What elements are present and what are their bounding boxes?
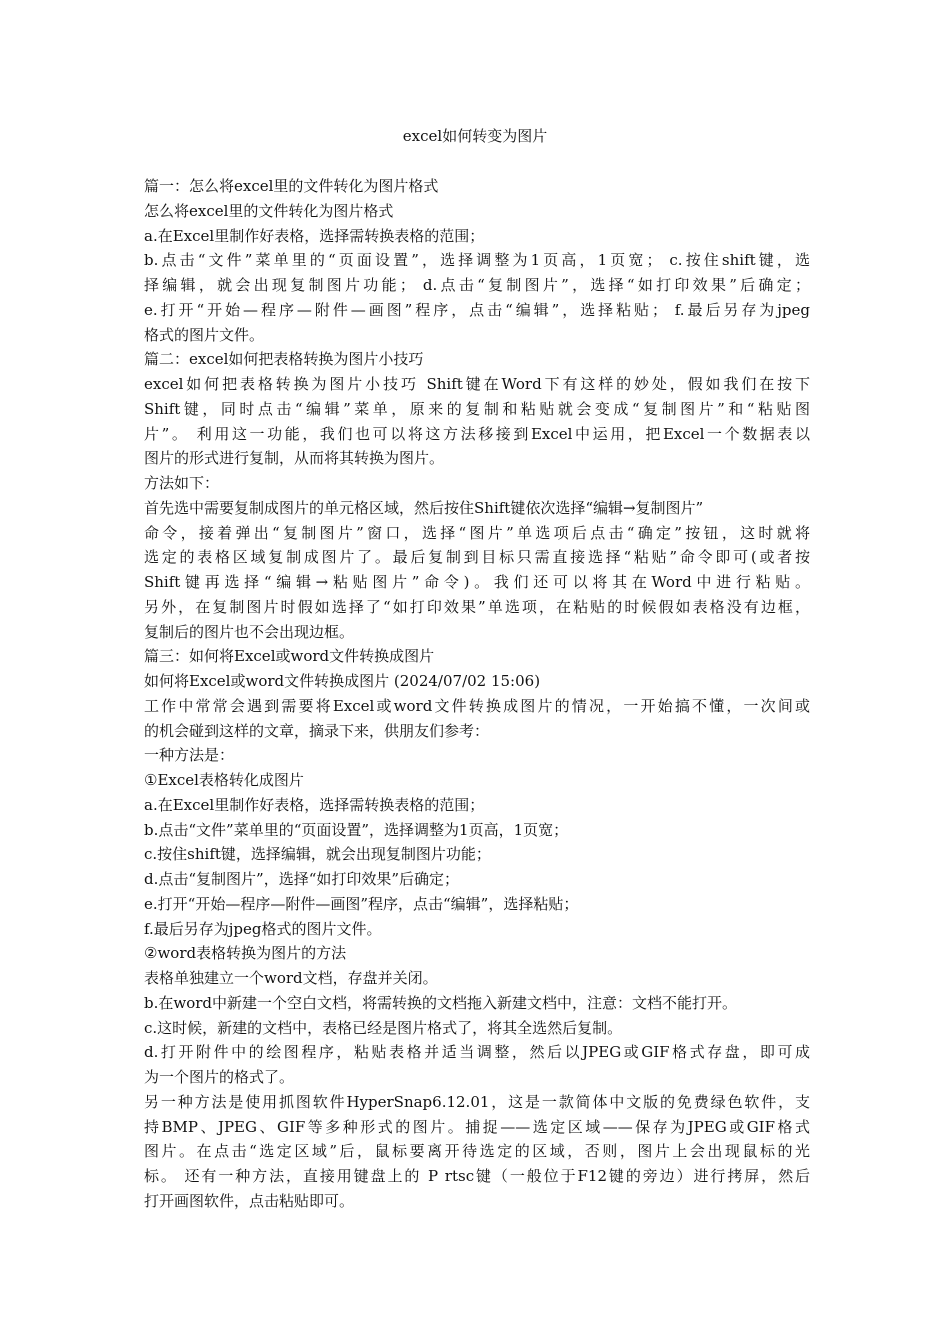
text-line: 表格单独建立一个word文档，存盘并关闭。 (144, 969, 438, 987)
document-body (144, 174, 816, 1214)
text-line: ①Excel表格转化成图片 (144, 771, 304, 789)
text-line: 另一种方法是使用抓图软件HyperSnap6.12.01，这是一款简体中文版的免费绿色软件，支 (144, 1092, 810, 1111)
text-line: f.最后另存为jpeg格式的图片文件。 (144, 919, 382, 938)
text-line: excel如何把表格转换为图片小技巧 Shift键在Word下有这样的妙处，假如我们在按下 (144, 375, 810, 393)
text-line: c.按住shift键，选择编辑，就会出现复制图片功能； (144, 845, 491, 864)
text-line: 篇三：如何将Excel或word文件转换成图片 (144, 647, 435, 666)
text-line: Shift键，同时点击“编辑”菜单，原来的复制和粘贴就会变成“复制图片”和“粘贴图 (144, 399, 810, 418)
document-title: excel如何转变为图片 (402, 127, 548, 145)
text-line: c.这时候，新建的文档中，表格已经是图片格式了，将其全选然后复制。 (144, 1018, 623, 1037)
text-line: 方法如下： (144, 474, 220, 492)
text-line: 格式的图片文件。 (144, 325, 265, 344)
text-line: 标。 还有一种方法，直接用键盘上的 P rtsc键（一般位于F12键的旁边）进行拷屏，然后 (144, 1167, 810, 1185)
text-line: Shift键再选择“编辑→粘贴图片”命令)。我们还可以将其在Word中进行粘贴。 (144, 573, 810, 591)
text-line: a.在Excel里制作好表格，选择需转换表格的范围； (144, 795, 485, 814)
text-line: a.在Excel里制作好表格，选择需转换表格的范围； (144, 226, 485, 245)
text-line: 首先选中需要复制成图片的单元格区域，然后按住Shift键依次选择“编辑→复制图片” (144, 498, 704, 517)
text-line: 打开画图软件，点击粘贴即可。 (144, 1191, 355, 1210)
text-line: d.打开附件中的绘图程序，粘贴表格并适当调整，然后以JPEG或GIF格式存盘，即可成 (144, 1043, 810, 1062)
text-line: 为一个图片的格式了。 (144, 1068, 295, 1086)
text-line: 选定的表格区域复制成图片了。最后复制到目标只需直接选择“粘贴”命令即可(或者按 (144, 548, 810, 567)
text-line: ②word表格转换为图片的方法 (144, 944, 347, 963)
text-line: 一种方法是： (144, 746, 235, 765)
text-line: b.在word中新建一个空白文档，将需转换的文档拖入新建文档中，注意：文档不能打开。 (144, 993, 738, 1012)
text-line: 如何将Excel或word文件转换成图片 (2024/07/02 15:06) (144, 672, 541, 690)
text-line: 怎么将excel里的文件转化为图片格式 (144, 201, 394, 220)
text-line: 图片的形式进行复制，从而将其转换为图片。 (144, 449, 445, 468)
text-line: 片”。 利用这一功能，我们也可以将这方法移接到Excel中运用，把Excel一个数据表以 (144, 424, 810, 443)
text-line: 复制后的图片也不会出现边框。 (144, 622, 355, 641)
text-line: e.打开“开始—程序—附件—画图”程序，点击“编辑”，选择粘贴； (144, 894, 579, 913)
text-line: 图片。在点击“选定区域”后，鼠标要离开待选定的区域，否则，图片上会出现鼠标的光 (144, 1142, 810, 1161)
text-line: 的机会碰到这样的文章，摘录下来，供朋友们参考： (144, 721, 490, 740)
text-line: 篇二：excel如何把表格转换为图片小技巧 (144, 350, 424, 369)
text-line: 篇一：怎么将excel里的文件转化为图片格式 (144, 177, 439, 195)
text-line: b.点击“文件”菜单里的“页面设置”，选择调整为1页高，1页宽； c.按住shift键，选 (144, 251, 810, 270)
text-line: b.点击“文件”菜单里的“页面设置”，选择调整为1页高，1页宽； (144, 820, 569, 839)
text-line: 工作中常常会遇到需要将Excel或word文件转换成图片的情况，一开始搞不懂，一次间或 (144, 696, 810, 715)
text-line: e.打开“开始—程序—附件—画图”程序，点击“编辑”，选择粘贴； f.最后另存为jpeg (144, 300, 810, 319)
text-line: 命令，接着弹出“复制图片”窗口，选择“图片”单选项后点击“确定”按钮，这时就将 (144, 523, 810, 542)
text-line: 持BMP、JPEG、GIF等多种形式的图片。捕捉——选定区域——保存为JPEG或GIF格式 (144, 1117, 810, 1136)
text-line: d.点击“复制图片”，选择“如打印效果”后确定； (144, 870, 460, 888)
text-line: 择编辑，就会出现复制图片功能； d.点击“复制图片”，选择“如打印效果”后确定； (144, 276, 810, 294)
text-line: 另外，在复制图片时假如选择了“如打印效果”单选项，在粘贴的时候假如表格没有边框， (144, 597, 810, 616)
